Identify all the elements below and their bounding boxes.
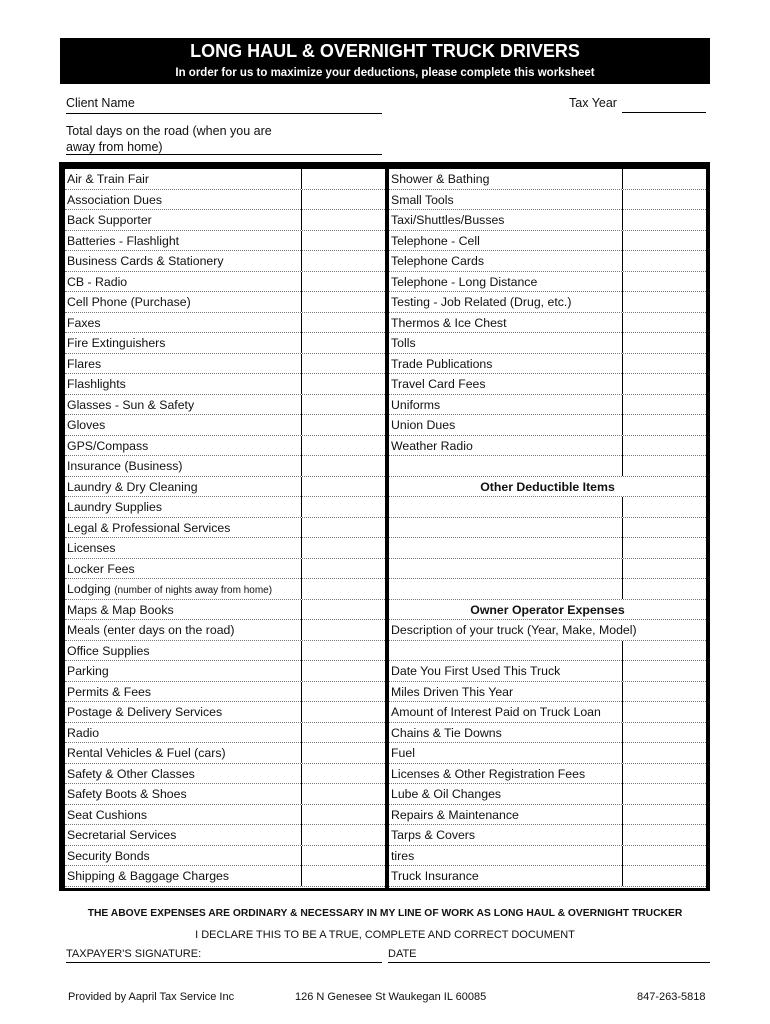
expense-label: Radio bbox=[67, 725, 100, 740]
expense-row bbox=[389, 333, 706, 354]
expense-label: Miles Driven This Year bbox=[391, 684, 514, 699]
expense-row bbox=[65, 292, 385, 313]
expense-row bbox=[389, 210, 706, 231]
expense-row bbox=[389, 251, 706, 272]
expense-label: Chains & Tie Downs bbox=[391, 725, 502, 740]
expense-label: Amount of Interest Paid on Truck Loan bbox=[391, 705, 601, 719]
expense-row bbox=[65, 825, 385, 846]
expense-label: Tolls bbox=[391, 336, 416, 350]
signature-label: TAXPAYER'S SIGNATURE: bbox=[66, 948, 202, 960]
amount-field[interactable] bbox=[622, 333, 707, 353]
expense-label: Telephone - Cell bbox=[391, 233, 480, 248]
amount-field[interactable] bbox=[622, 723, 707, 743]
client-name-field[interactable] bbox=[66, 96, 382, 114]
expense-label: Safety Boots & Shoes bbox=[67, 787, 187, 801]
expense-row bbox=[389, 866, 706, 887]
expense-row bbox=[389, 702, 706, 723]
expense-row bbox=[389, 415, 706, 436]
client-name-label: Client Name bbox=[66, 96, 135, 110]
expense-label: Weather Radio bbox=[391, 438, 473, 453]
expense-label: Cell Phone (Purchase) bbox=[67, 295, 191, 309]
expense-row bbox=[389, 374, 706, 395]
expense-row bbox=[65, 497, 385, 518]
expense-label: Telephone Cards bbox=[391, 254, 484, 268]
expense-row bbox=[65, 559, 385, 580]
expense-row bbox=[389, 456, 706, 477]
expense-row bbox=[65, 620, 385, 641]
expense-row bbox=[389, 354, 706, 375]
amount-field[interactable] bbox=[301, 866, 386, 886]
amount-field[interactable] bbox=[622, 190, 707, 210]
amount-field[interactable] bbox=[301, 620, 386, 640]
amount-field[interactable] bbox=[301, 231, 386, 251]
expense-row bbox=[389, 764, 706, 785]
expense-row bbox=[65, 374, 385, 395]
amount-field[interactable] bbox=[622, 682, 707, 702]
amount-field[interactable] bbox=[622, 415, 707, 435]
amount-field[interactable] bbox=[301, 682, 386, 702]
amount-field[interactable] bbox=[301, 436, 386, 456]
amount-field[interactable] bbox=[622, 374, 707, 394]
left-expense-column bbox=[65, 169, 385, 888]
expense-row bbox=[65, 456, 385, 477]
footer-provider: Provided by Aapril Tax Service Inc bbox=[68, 991, 235, 1003]
expense-label: Legal & Professional Services bbox=[67, 520, 231, 535]
amount-field[interactable] bbox=[301, 497, 386, 517]
amount-field[interactable] bbox=[301, 600, 386, 620]
expense-row bbox=[65, 805, 385, 826]
expense-label: Travel Card Fees bbox=[391, 377, 486, 391]
amount-field[interactable] bbox=[301, 477, 386, 497]
expense-label: Parking bbox=[67, 664, 109, 678]
amount-field[interactable] bbox=[622, 436, 707, 456]
expense-row bbox=[65, 518, 385, 539]
expense-label: Flashlights bbox=[67, 377, 126, 391]
expense-label: Lodging (number of nights away from home) bbox=[67, 582, 273, 596]
expense-row bbox=[65, 866, 385, 887]
expense-row bbox=[389, 292, 706, 313]
expense-row bbox=[389, 661, 706, 682]
expense-row bbox=[389, 231, 706, 252]
expense-label: Tarps & Covers bbox=[391, 828, 476, 842]
amount-field[interactable] bbox=[301, 538, 386, 558]
expense-label: Fire Extinguishers bbox=[67, 336, 166, 350]
amount-field[interactable] bbox=[301, 292, 386, 312]
amount-field[interactable] bbox=[301, 518, 386, 538]
amount-field[interactable] bbox=[622, 210, 707, 230]
expense-row bbox=[65, 784, 385, 805]
expense-statement: THE ABOVE EXPENSES ARE ORDINARY & NECESSARY IN MY LINE OF WORK AS LONG HAUL & OVERNIGHT TRUCKER bbox=[87, 908, 683, 919]
expense-label: Air & Train Fair bbox=[67, 172, 149, 186]
amount-field[interactable] bbox=[622, 518, 707, 538]
amount-field[interactable] bbox=[301, 764, 386, 784]
amount-field[interactable] bbox=[622, 866, 707, 886]
amount-field[interactable] bbox=[622, 825, 707, 845]
expense-label: Licenses & Other Registration Fees bbox=[391, 766, 586, 781]
amount-field[interactable] bbox=[301, 415, 386, 435]
amount-field[interactable] bbox=[622, 559, 707, 579]
amount-field[interactable] bbox=[622, 313, 707, 333]
expense-label: Batteries - Flashlight bbox=[67, 233, 180, 248]
amount-field[interactable] bbox=[301, 846, 386, 866]
amount-field[interactable] bbox=[301, 210, 386, 230]
footer-address: 126 N Genesee St Waukegan IL 60085 bbox=[295, 991, 487, 1003]
amount-field[interactable] bbox=[622, 805, 707, 825]
expense-label: Office Supplies bbox=[67, 643, 150, 658]
expense-row bbox=[389, 538, 706, 559]
amount-field[interactable] bbox=[301, 559, 386, 579]
amount-field[interactable] bbox=[301, 456, 386, 476]
expense-row bbox=[65, 190, 385, 211]
expense-row bbox=[65, 538, 385, 559]
page-title: LONG HAUL & OVERNIGHT TRUCK DRIVERS bbox=[190, 41, 580, 61]
amount-field[interactable] bbox=[301, 395, 386, 415]
amount-field[interactable] bbox=[301, 723, 386, 743]
expense-row bbox=[389, 805, 706, 826]
amount-field[interactable] bbox=[301, 784, 386, 804]
expense-label: Repairs & Maintenance bbox=[391, 807, 519, 822]
amount-field[interactable] bbox=[301, 354, 386, 374]
expense-row bbox=[65, 477, 385, 498]
amount-field[interactable] bbox=[622, 641, 707, 661]
expense-row bbox=[389, 846, 706, 867]
amount-field[interactable] bbox=[301, 805, 386, 825]
date-label: DATE bbox=[388, 948, 417, 960]
expense-row bbox=[389, 436, 706, 457]
expense-label: Gloves bbox=[67, 418, 106, 432]
expense-row bbox=[65, 395, 385, 416]
expense-row bbox=[389, 190, 706, 211]
amount-field[interactable] bbox=[301, 313, 386, 333]
amount-field[interactable] bbox=[301, 743, 386, 763]
expense-label: Laundry Supplies bbox=[67, 500, 163, 514]
expense-label: tires bbox=[391, 848, 415, 863]
expense-row bbox=[389, 169, 706, 190]
expense-label: Union Dues bbox=[391, 418, 456, 432]
header-bar bbox=[60, 38, 710, 84]
expense-row bbox=[65, 743, 385, 764]
expense-row bbox=[389, 600, 706, 621]
amount-field[interactable] bbox=[622, 272, 707, 292]
expense-row bbox=[65, 169, 385, 190]
expense-label: Postage & Delivery Services bbox=[67, 705, 223, 719]
section-heading: Owner Operator Expenses bbox=[470, 602, 625, 617]
expense-label: Faxes bbox=[67, 315, 101, 330]
amount-field[interactable] bbox=[301, 661, 386, 681]
amount-field[interactable] bbox=[622, 764, 707, 784]
expense-row bbox=[389, 518, 706, 539]
expense-row bbox=[65, 661, 385, 682]
expense-row bbox=[65, 764, 385, 785]
expense-row bbox=[65, 641, 385, 662]
expense-label: Maps & Map Books bbox=[67, 602, 174, 617]
expense-label: Meals (enter days on the road) bbox=[67, 623, 235, 637]
expense-row bbox=[389, 641, 706, 662]
amount-field[interactable] bbox=[301, 579, 386, 599]
expense-row bbox=[389, 477, 706, 498]
amount-field[interactable] bbox=[622, 456, 707, 476]
expense-row bbox=[389, 620, 706, 641]
expense-row bbox=[65, 333, 385, 354]
expense-label: Glasses - Sun & Safety bbox=[67, 397, 195, 412]
expense-label: Locker Fees bbox=[67, 561, 135, 576]
amount-field[interactable] bbox=[301, 641, 386, 661]
expense-label: Taxi/Shuttles/Busses bbox=[391, 213, 505, 227]
expense-row bbox=[389, 497, 706, 518]
amount-field[interactable] bbox=[301, 374, 386, 394]
expense-row bbox=[65, 415, 385, 436]
amount-field[interactable] bbox=[622, 251, 707, 271]
amount-field[interactable] bbox=[301, 272, 386, 292]
expense-row bbox=[389, 784, 706, 805]
expense-row bbox=[389, 682, 706, 703]
tax-year-label: Tax Year bbox=[569, 96, 617, 110]
expense-row bbox=[65, 702, 385, 723]
expense-label: Lube & Oil Changes bbox=[391, 787, 502, 801]
amount-field[interactable] bbox=[622, 538, 707, 558]
amount-field[interactable] bbox=[622, 395, 707, 415]
tax-year-field[interactable] bbox=[622, 96, 706, 113]
expense-label: CB - Radio bbox=[67, 274, 128, 289]
expense-label: Telephone - Long Distance bbox=[391, 274, 538, 289]
expense-row bbox=[65, 682, 385, 703]
page-subtitle: In order for us to maximize your deductions, please complete this worksheet bbox=[175, 67, 595, 79]
expense-label: Shipping & Baggage Charges bbox=[67, 869, 230, 883]
expense-row bbox=[65, 723, 385, 744]
amount-field[interactable] bbox=[622, 231, 707, 251]
expense-label: Shower & Bathing bbox=[391, 172, 490, 186]
expense-row bbox=[65, 579, 385, 600]
days-on-road-field[interactable]: away from home) bbox=[66, 139, 382, 155]
amount-field[interactable] bbox=[301, 190, 386, 210]
footer-phone: 847-263-5818 bbox=[637, 991, 706, 1003]
expense-label: Thermos & Ice Chest bbox=[391, 315, 507, 330]
expense-row bbox=[389, 272, 706, 293]
amount-field[interactable] bbox=[622, 661, 707, 681]
expense-note: (number of nights away from home) bbox=[114, 585, 273, 596]
expense-label: Truck Insurance bbox=[391, 869, 479, 883]
expense-label: GPS/Compass bbox=[67, 438, 149, 453]
expense-label: Safety & Other Classes bbox=[67, 766, 195, 781]
expense-label: Description of your truck (Year, Make, Model) bbox=[391, 623, 637, 637]
days-on-road-label: Total days on the road (when you are bbox=[66, 124, 272, 138]
expense-row bbox=[65, 313, 385, 334]
amount-field[interactable] bbox=[622, 846, 707, 866]
amount-field[interactable] bbox=[622, 292, 707, 312]
amount-field[interactable] bbox=[301, 169, 386, 189]
amount-field[interactable] bbox=[622, 784, 707, 804]
expense-label: Seat Cushions bbox=[67, 807, 147, 822]
amount-field[interactable] bbox=[301, 251, 386, 271]
declaration-text: I DECLARE THIS TO BE A TRUE, COMPLETE AND CORRECT DOCUMENT bbox=[195, 929, 575, 941]
expense-row bbox=[389, 723, 706, 744]
expense-row bbox=[65, 600, 385, 621]
expense-label: Small Tools bbox=[391, 192, 454, 207]
expense-row bbox=[65, 436, 385, 457]
expense-row bbox=[389, 743, 706, 764]
expense-label: Laundry & Dry Cleaning bbox=[67, 479, 198, 494]
expense-label: Business Cards & Stationery bbox=[67, 254, 224, 268]
expense-label: Date You First Used This Truck bbox=[391, 664, 561, 678]
expense-row bbox=[389, 825, 706, 846]
amount-field[interactable] bbox=[622, 169, 707, 189]
expense-label: Association Dues bbox=[67, 192, 163, 207]
expense-label: Insurance (Business) bbox=[67, 459, 183, 473]
section-heading: Other Deductible Items bbox=[480, 479, 615, 494]
expense-row bbox=[389, 559, 706, 580]
expense-table bbox=[59, 162, 710, 891]
amount-field[interactable] bbox=[622, 702, 707, 722]
expense-row bbox=[65, 846, 385, 867]
expense-label: Trade Publications bbox=[391, 356, 493, 371]
expense-label: Licenses bbox=[67, 541, 116, 555]
expense-label: Flares bbox=[67, 356, 102, 371]
amount-field[interactable] bbox=[301, 333, 386, 353]
expense-label: Permits & Fees bbox=[67, 684, 152, 699]
expense-row bbox=[389, 313, 706, 334]
amount-field[interactable] bbox=[622, 354, 707, 374]
expense-label: Fuel bbox=[391, 746, 415, 760]
expense-row bbox=[65, 354, 385, 375]
amount-field[interactable] bbox=[622, 743, 707, 763]
expense-row bbox=[65, 210, 385, 231]
date-field[interactable] bbox=[388, 948, 710, 963]
right-expense-column bbox=[389, 169, 706, 888]
expense-label: Testing - Job Related (Drug, etc.) bbox=[391, 295, 572, 309]
expense-label: Security Bonds bbox=[67, 848, 150, 863]
expense-row bbox=[65, 272, 385, 293]
expense-row bbox=[389, 579, 706, 600]
amount-field[interactable] bbox=[622, 497, 707, 517]
expense-row bbox=[65, 251, 385, 272]
expense-row bbox=[389, 395, 706, 416]
expense-label: Back Supporter bbox=[67, 213, 152, 227]
expense-label: Uniforms bbox=[391, 397, 441, 412]
amount-field[interactable] bbox=[301, 702, 386, 722]
expense-label: Secretarial Services bbox=[67, 828, 177, 842]
expense-label: Rental Vehicles & Fuel (cars) bbox=[67, 746, 226, 760]
expense-row bbox=[65, 231, 385, 252]
amount-field[interactable] bbox=[622, 579, 707, 599]
signature-field[interactable] bbox=[66, 948, 382, 963]
amount-field[interactable] bbox=[301, 825, 386, 845]
